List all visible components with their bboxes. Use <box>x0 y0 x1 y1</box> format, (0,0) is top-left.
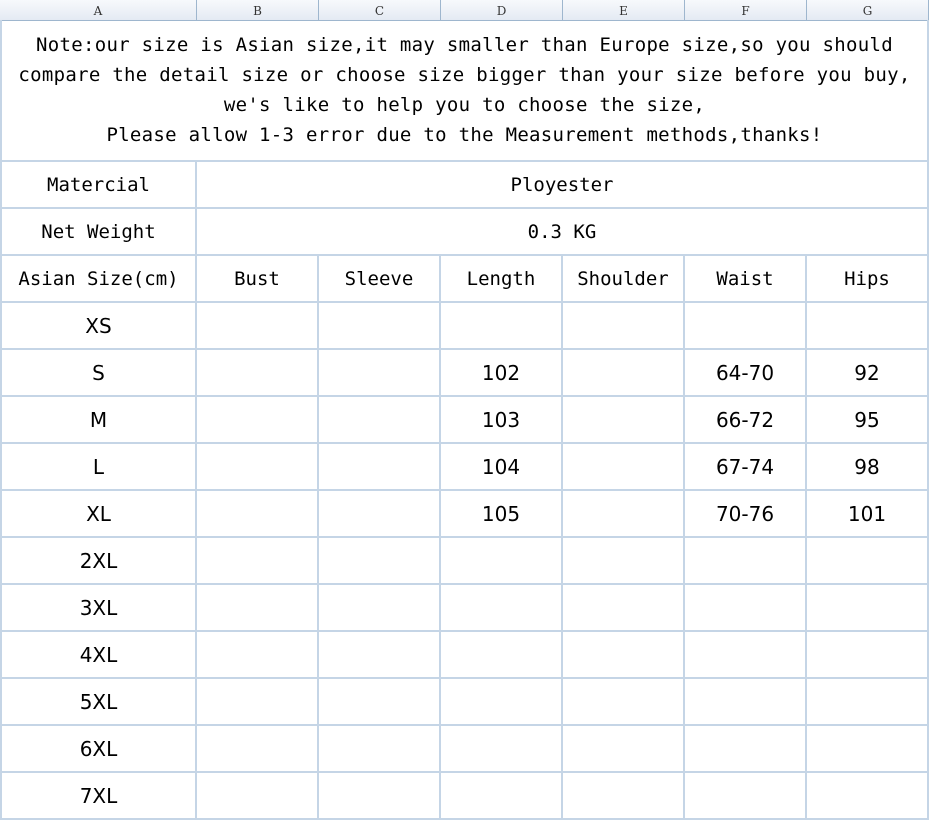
cell-size[interactable]: XL <box>0 491 197 538</box>
cell-shoulder[interactable] <box>563 491 685 538</box>
column-header-c[interactable]: C <box>319 0 441 20</box>
cell-shoulder[interactable] <box>563 726 685 773</box>
cell-length[interactable] <box>441 585 563 632</box>
cell-length[interactable]: 104 <box>441 444 563 491</box>
cell-size[interactable]: M <box>0 397 197 444</box>
cell-bust[interactable] <box>197 491 319 538</box>
net-weight-value-cell[interactable]: 0.3 KG <box>197 209 929 256</box>
column-header-g[interactable]: G <box>807 0 929 20</box>
cell-bust[interactable] <box>197 397 319 444</box>
cell-bust[interactable] <box>197 350 319 397</box>
cell-length[interactable]: 103 <box>441 397 563 444</box>
cell-bust[interactable] <box>197 726 319 773</box>
cell-shoulder[interactable] <box>563 303 685 350</box>
cell-sleeve[interactable] <box>319 632 441 679</box>
cell-hips[interactable]: 95 <box>807 397 929 444</box>
cell-waist[interactable]: 64-70 <box>685 350 807 397</box>
cell-size[interactable]: 3XL <box>0 585 197 632</box>
cell-waist[interactable] <box>685 632 807 679</box>
cell-size[interactable]: XS <box>0 303 197 350</box>
cell-hips[interactable] <box>807 679 929 726</box>
cell-hips[interactable] <box>807 538 929 585</box>
cell-length[interactable] <box>441 303 563 350</box>
note-line-3: we's like to help you to choose the size, <box>223 94 706 116</box>
cell-sleeve[interactable] <box>319 726 441 773</box>
cell-shoulder[interactable] <box>563 397 685 444</box>
cell-sleeve[interactable] <box>319 679 441 726</box>
note-line-4: Please allow 1-3 error due to the Measurement methods,thanks! <box>106 124 823 146</box>
cell-length[interactable] <box>441 679 563 726</box>
material-label-cell[interactable]: Matercial <box>0 162 197 209</box>
cell-size[interactable]: 5XL <box>0 679 197 726</box>
cell-length[interactable] <box>441 773 563 820</box>
cell-shoulder[interactable] <box>563 773 685 820</box>
cell-hips[interactable] <box>807 585 929 632</box>
cell-sleeve[interactable] <box>319 303 441 350</box>
cell-bust[interactable] <box>197 585 319 632</box>
cell-size[interactable]: L <box>0 444 197 491</box>
cell-sleeve[interactable] <box>319 773 441 820</box>
cell-waist[interactable] <box>685 585 807 632</box>
cell-sleeve[interactable] <box>319 397 441 444</box>
cell-shoulder[interactable] <box>563 538 685 585</box>
material-value-cell[interactable]: Ployester <box>197 162 929 209</box>
cell-waist[interactable]: 70-76 <box>685 491 807 538</box>
cell-sleeve[interactable] <box>319 444 441 491</box>
cell-hips[interactable]: 92 <box>807 350 929 397</box>
cell-bust[interactable] <box>197 773 319 820</box>
cell-hips[interactable] <box>807 773 929 820</box>
header-cell-size[interactable]: Asian Size(cm) <box>0 256 197 303</box>
net-weight-label-cell[interactable]: Net Weight <box>0 209 197 256</box>
cell-bust[interactable] <box>197 444 319 491</box>
header-cell-sleeve[interactable]: Sleeve <box>319 256 441 303</box>
cell-sleeve[interactable] <box>319 538 441 585</box>
note-line-1: Note:our size is Asian size,it may smaller than Europe size,so you should <box>36 34 893 56</box>
column-header-bar <box>0 0 929 21</box>
cell-shoulder[interactable] <box>563 350 685 397</box>
cell-size[interactable]: 7XL <box>0 773 197 820</box>
column-header-e[interactable]: E <box>563 0 685 20</box>
header-cell-bust[interactable]: Bust <box>197 256 319 303</box>
header-cell-length[interactable]: Length <box>441 256 563 303</box>
column-header-a[interactable]: A <box>0 0 197 20</box>
cell-waist[interactable] <box>685 773 807 820</box>
column-header-f[interactable]: F <box>685 0 807 20</box>
cell-size[interactable]: 4XL <box>0 632 197 679</box>
cell-hips[interactable] <box>807 632 929 679</box>
cell-length[interactable] <box>441 538 563 585</box>
cell-sleeve[interactable] <box>319 350 441 397</box>
column-header-b[interactable]: B <box>197 0 319 20</box>
cell-length[interactable]: 105 <box>441 491 563 538</box>
cell-hips[interactable] <box>807 726 929 773</box>
cell-waist[interactable] <box>685 726 807 773</box>
cell-hips[interactable] <box>807 303 929 350</box>
cell-waist[interactable] <box>685 679 807 726</box>
column-header-d[interactable]: D <box>441 0 563 20</box>
header-cell-shoulder[interactable]: Shoulder <box>563 256 685 303</box>
cell-length[interactable] <box>441 726 563 773</box>
cell-shoulder[interactable] <box>563 632 685 679</box>
cell-shoulder[interactable] <box>563 444 685 491</box>
cell-bust[interactable] <box>197 679 319 726</box>
cell-waist[interactable]: 67-74 <box>685 444 807 491</box>
cell-waist[interactable]: 66-72 <box>685 397 807 444</box>
cell-bust[interactable] <box>197 632 319 679</box>
cell-size[interactable]: 6XL <box>0 726 197 773</box>
cell-sleeve[interactable] <box>319 585 441 632</box>
note-cell[interactable] <box>0 20 929 162</box>
header-cell-hips[interactable]: Hips <box>807 256 929 303</box>
cell-size[interactable]: S <box>0 350 197 397</box>
cell-shoulder[interactable] <box>563 585 685 632</box>
cell-sleeve[interactable] <box>319 491 441 538</box>
cell-bust[interactable] <box>197 538 319 585</box>
note-line-2: compare the detail size or choose size bigger than your size before you buy, <box>18 64 911 86</box>
cell-hips[interactable]: 98 <box>807 444 929 491</box>
cell-length[interactable] <box>441 632 563 679</box>
cell-length[interactable]: 102 <box>441 350 563 397</box>
cell-hips[interactable]: 101 <box>807 491 929 538</box>
cell-shoulder[interactable] <box>563 679 685 726</box>
cell-size[interactable]: 2XL <box>0 538 197 585</box>
cell-bust[interactable] <box>197 303 319 350</box>
header-cell-waist[interactable]: Waist <box>685 256 807 303</box>
cell-waist[interactable] <box>685 538 807 585</box>
cell-waist[interactable] <box>685 303 807 350</box>
